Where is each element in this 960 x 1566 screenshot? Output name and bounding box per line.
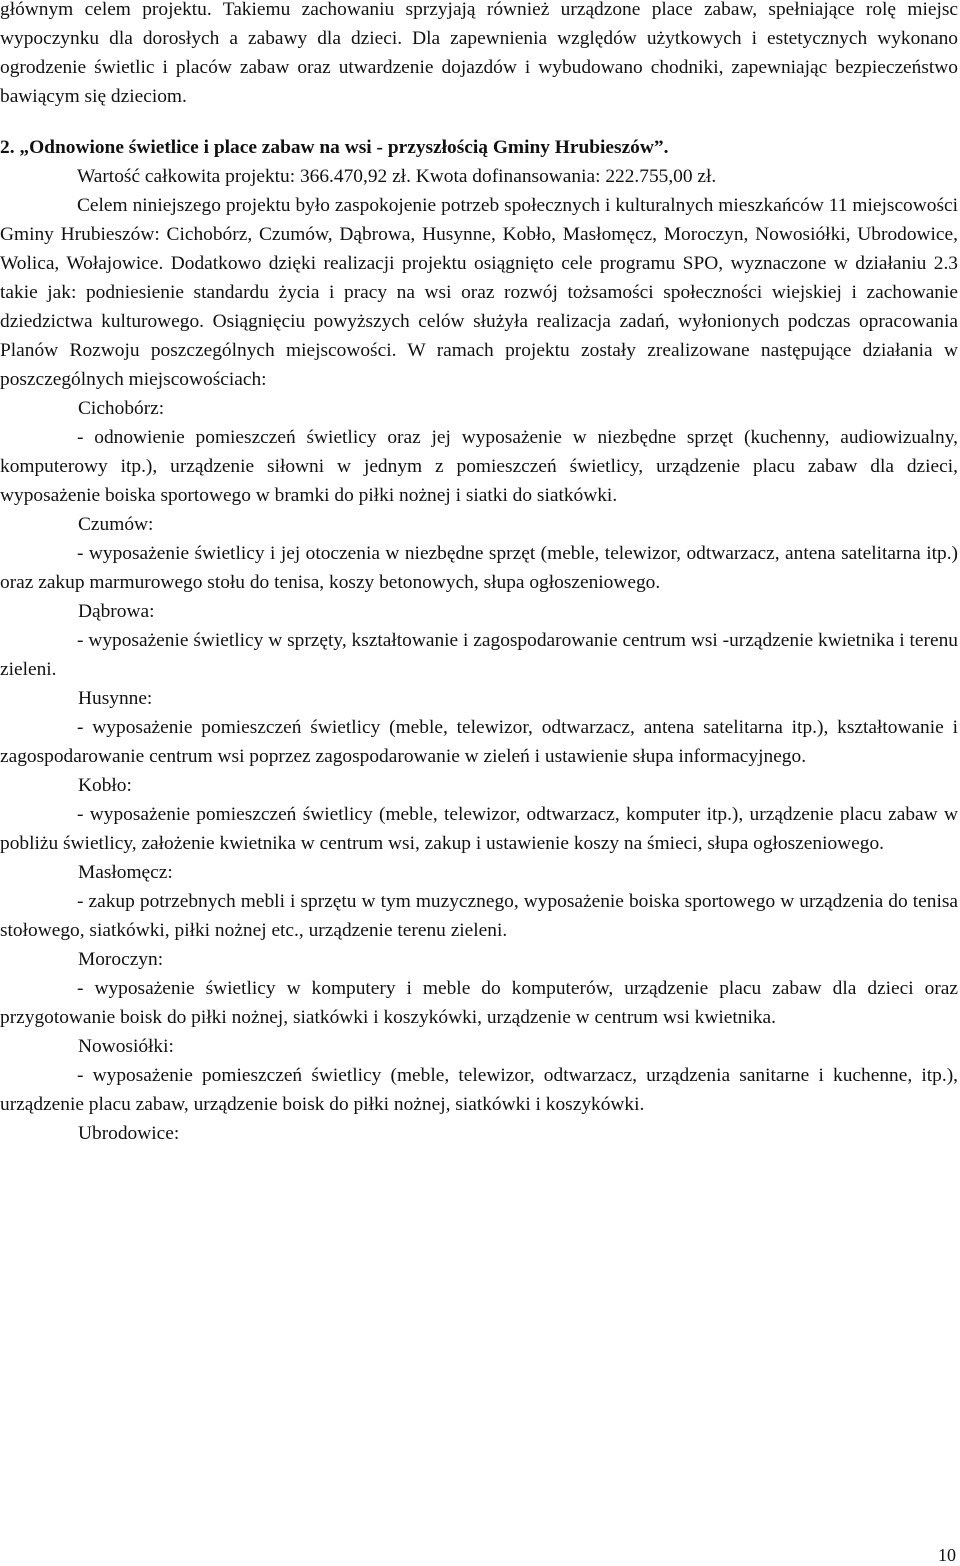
place-name-dabrowa: Dąbrowa:	[78, 601, 155, 622]
project-value-line: Wartość całkowita projektu: 366.470,92 zł. Kwota dofinansowania: 222.755,00 zł.	[77, 166, 717, 187]
place-actions-czumow: - wyposażenie świetlicy i jej otoczenia w niezbędne sprzęt (meble, telewizor, odtwarzacz, antena satelitarna itp.) oraz zakup marmurowego stołu do tenisa, koszy betonowych, słupa ogłoszeniowego.	[0, 543, 958, 593]
place-name-koblo: Kobło:	[78, 775, 132, 796]
place-actions-koblo: - wyposażenie pomieszczeń świetlicy (meble, telewizor, odtwarzacz, komputer itp.), urządzenie placu zabaw w pobliżu świetlicy, założenie kwietnika w centrum wsi, zakup i ustawienie koszy na śmieci, słupa ogłoszeniowego.	[0, 804, 958, 854]
place-actions-dabrowa: - wyposażenie świetlicy w sprzęty, kształtowanie i zagospodarowanie centrum wsi -urządzenie kwietnika i terenu zieleni.	[0, 630, 958, 680]
place-name-czumow: Czumów:	[78, 514, 154, 535]
place-actions-nowosiolki: - wyposażenie pomieszczeń świetlicy (meble, telewizor, odtwarzacz, urządzenia sanitarne i kuchenne, itp.), urządzenie placu zabaw, urządzenie boisk do piłki nożnej, siatkówki i koszykówki.	[0, 1065, 958, 1115]
place-actions-cichoborz: - odnowienie pomieszczeń świetlicy oraz jej wyposażenie w niezbędne sprzęt (kuchenny, audiowizualny, komputerowy itp.), urządzenie siłowni w jednym z pomieszczeń świetlicy, urządzenie placu zabaw dla dzieci, wyposażenie boiska sportowego w bramki do piłki nożnej i siatki do siatkówki.	[0, 427, 958, 506]
place-name-maslomecz: Masłomęcz:	[78, 862, 173, 883]
place-name-nowosiolki: Nowosiółki:	[78, 1036, 174, 1057]
place-name-ubrodowice: Ubrodowice:	[78, 1123, 180, 1144]
project-description: Celem niniejszego projektu było zaspokojenie potrzeb społecznych i kulturalnych mieszkańców 11 miejscowości Gminy Hrubieszów: Cichobórz, Czumów, Dąbrowa, Husynne, Kobło, Masłomęcz, Moroczyn, Nowosiółki, Ubrodowice, Wolica, Wołajowice. Dodatkowo dzięki realizacji projektu osiągnięto cele programu SPO, wyznaczone w działaniu 2.3 takie jak: podniesienie standardu życia i pracy na wsi oraz rozwój tożsamości społeczności wiejskiej i zachowanie dziedzictwa kulturowego. Osiągnięciu powyższych celów służyła realizacja zadań, wyłonionych podczas opracowania Planów Rozwoju poszczególnych miejscowości. W ramach projektu zostały zrealizowane następujące działania w poszczególnych miejscowościach:	[0, 195, 958, 390]
project-title: „Odnowione świetlice i place zabaw na wsi - przyszłością Gminy Hrubieszów”.	[19, 137, 669, 158]
place-actions-husynne: - wyposażenie pomieszczeń świetlicy (meble, telewizor, odtwarzacz, antena satelitarna itp.), kształtowanie i zagospodarowanie centrum wsi poprzez zagospodarowanie w zieleń i ustawienie słupa informacyjnego.	[0, 717, 958, 767]
place-name-husynne: Husynne:	[78, 688, 153, 709]
intro-paragraph: głównym celem projektu. Takiemu zachowaniu sprzyjają również urządzone place zabaw, spełniające rolę miejsc wypoczynku dla dorosłych a zabawy dla dzieci. Dla zapewnienia względów użytkowych i estetycznych wykonano ogrodzenie świetlic i placów zabaw oraz utwardzenie dojazdów i wybudowano chodniki, zapewniając bezpieczeństwo bawiącym się dzieciom.	[0, 0, 958, 107]
page-number: 10	[938, 1545, 956, 1565]
place-name-cichoborz: Cichobórz:	[78, 398, 165, 419]
place-actions-maslomecz: - zakup potrzebnych mebli i sprzętu w tym muzycznego, wyposażenie boiska sportowego w urządzenia do tenisa stołowego, siatkówki, piłki nożnej etc., urządzenie terenu zieleni.	[0, 891, 958, 941]
paragraph-gap	[0, 111, 958, 133]
project-number: 2.	[0, 137, 15, 158]
place-name-moroczyn: Moroczyn:	[78, 949, 164, 970]
project-heading	[0, 133, 958, 162]
place-actions-moroczyn: - wyposażenie świetlicy w komputery i meble do komputerów, urządzenie placu zabaw dla dzieci oraz przygotowanie boisk do piłki nożnej, siatkówki i koszykówki, urządzenie w centrum wsi kwietnika.	[0, 978, 958, 1028]
